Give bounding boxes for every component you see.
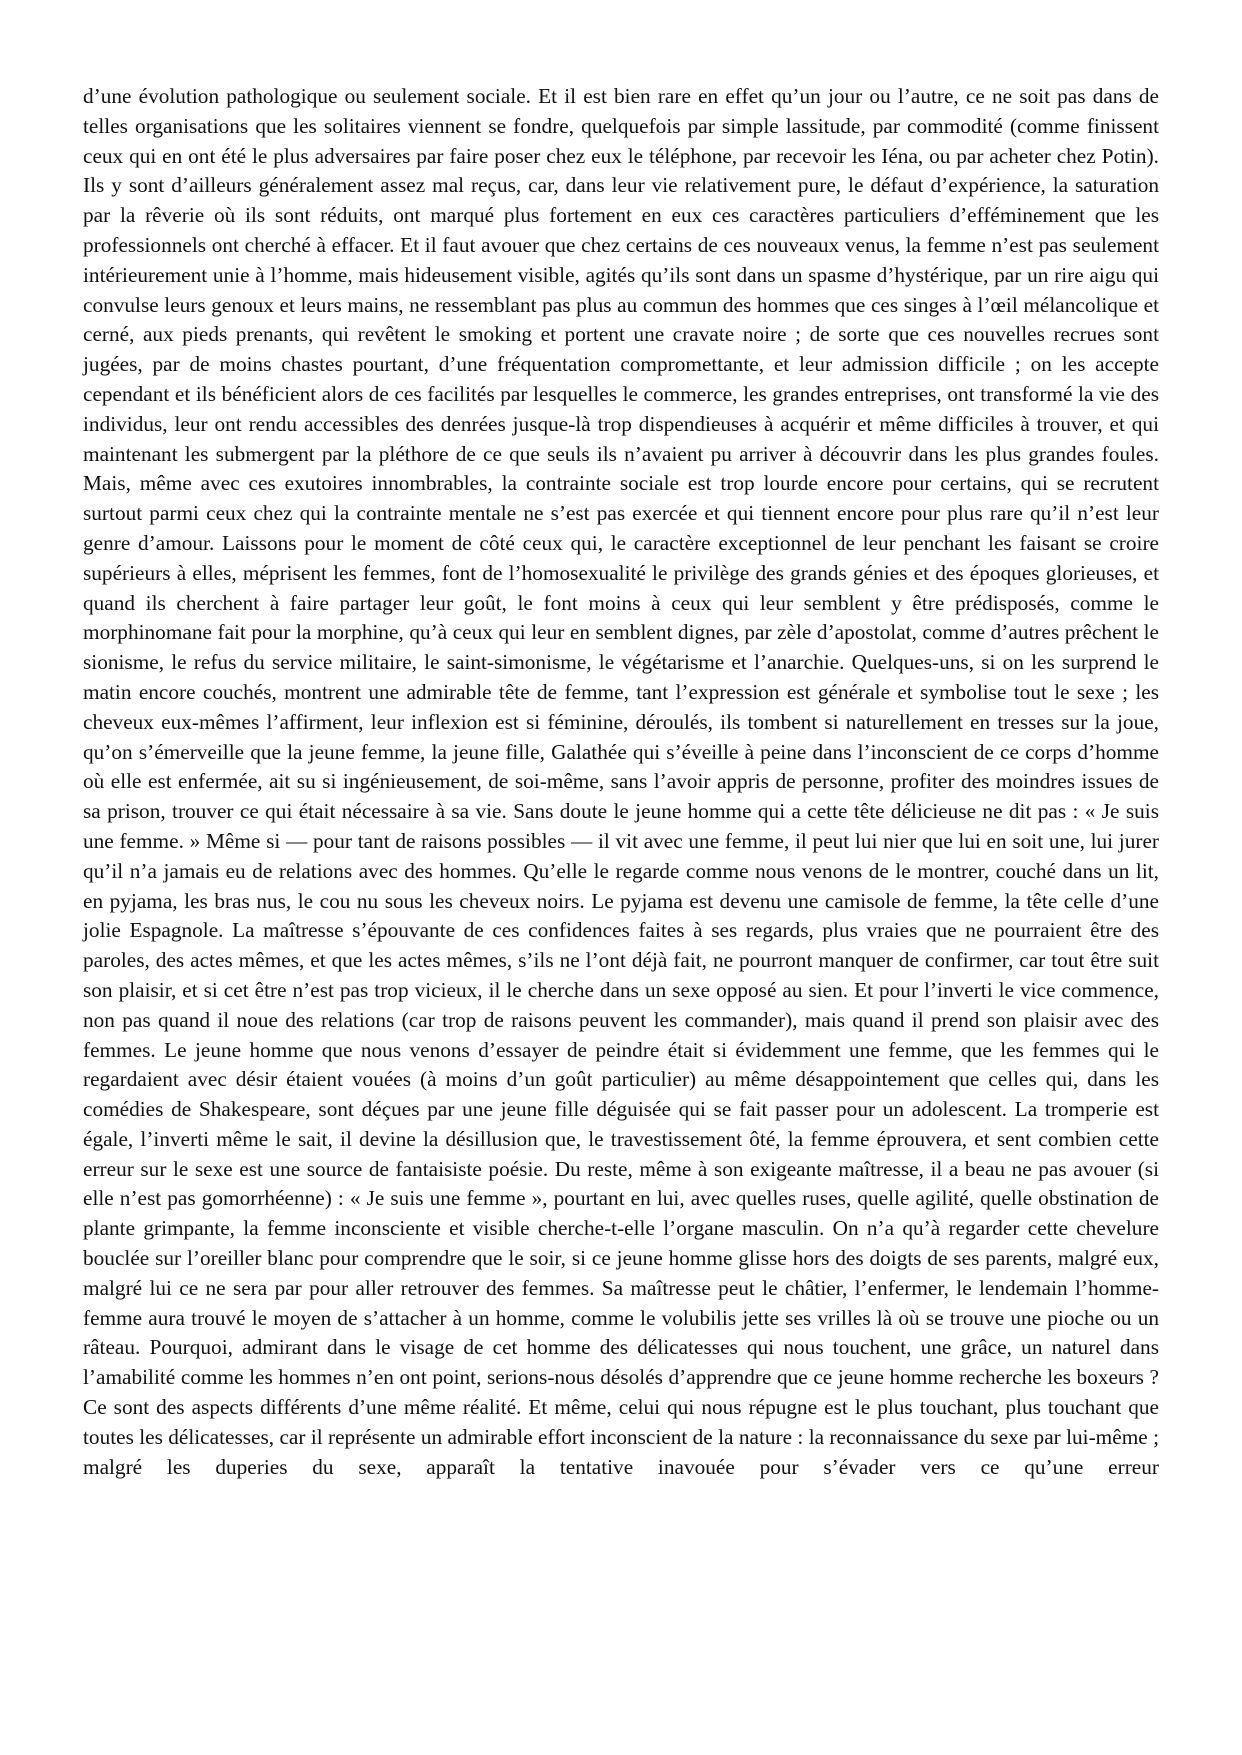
body-paragraph: d’une évolution pathologique ou seulement sociale. Et il est bien rare en effet qu’un jour ou l’autre, ce ne soit pas dans de telles organisations que les solitaires viennent se fondre, quelquefois par simple lassitude, par commodité (comme finissent ceux qui en ont été le plus adversaires par faire poser chez eux le téléphone, par recevoir les Iéna, ou par acheter chez Potin). Ils y sont d’ailleurs généralement assez mal reçus, car, dans leur vie relativement pure, le défaut d’expérience, la saturation par la rêverie où ils sont réduits, ont marqué plus fortement en eux ces caractères particuliers d’efféminement que les professionnels ont cherché à effacer. Et il faut avouer que chez certains de ces nouveaux venus, la femme n’est pas seulement intérieurement unie à l’homme, mais hideusement visible, agités qu’ils sont dans un spasme d’hystérique, par un rire aigu qui convulse leurs genoux et leurs mains, ne ressemblant pas plus au commun des hommes que ces singes à l’œil mélancolique et cerné, aux pieds prenants, qui revêtent le smoking et portent une cravate noire ; de sorte que ces nouvelles recrues sont jugées, par de moins chastes pourtant, d’une fréquentation compromettante, et leur admission difficile ; on les accepte cependant et ils bénéficient alors de ces facilités par lesquelles le commerce, les grandes entreprises, ont transformé la vie des individus, leur ont rendu accessibles des denrées jusque-là trop dispendieuses à acquérir et même difficiles à trouver, et qui maintenant les submergent par la pléthore de ce que seuls ils n’avaient pu arriver à découvrir dans les plus grandes foules. Mais, même avec ces exutoires innombrables, la contrainte sociale est trop lourde encore pour certains, qui se recrutent surtout parmi ceux chez qui la contrainte mentale ne s’est pas exercée et qui tiennent encore pour plus rare qu’il n’est leur genre d’amour. Laissons pour le moment de côté ceux qui, le caractère exceptionnel de leur penchant les faisant se croire supérieurs à elles, méprisent les femmes, font de l’homosexualité le privilège des grands génies et des époques glorieuses, et quand ils cherchent à faire partager leur goût, le font moins à ceux qui leur semblent y être prédisposés, comme le morphinomane fait pour la morphine, qu’à ceux qui leur en semblent dignes, par zèle d’apostolat, comme d’autres prêchent le sionisme, le refus du service militaire, le saint-simonisme, le végétarisme et l’anarchie. Quelques-uns, si on les surprend le matin encore couchés, montrent une admirable tête de femme, tant l’expression est générale et symbolise tout le sexe ; les cheveux eux-mêmes l’affirment, leur inflexion est si féminine, déroulés, ils tombent si naturellement en tresses sur la joue, qu’on s’émerveille que la jeune femme, la jeune fille, Galathée qui s’éveille à peine dans l’inconscient de ce corps d’homme où elle est enfermée, ait su si ingénieusement, de soi-même, sans l’avoir appris de personne, profiter des moindres issues de sa prison, trouver ce qui était nécessaire à sa vie. Sans doute le jeune homme qui a cette tête délicieuse ne dit pas : « Je suis une femme. » Même si — pour tant de raisons possibles — il vit avec une femme, il peut lui nier que lui en soit une, lui jurer qu’il n’a jamais eu de relations avec des hommes. Qu’elle le regarde comme nous venons de le montrer, couché dans un lit, en pyjama, les bras nus, le cou nu sous les cheveux noirs. Le pyjama est devenu une camisole de femme, la tête celle d’une jolie Espagnole. La maîtresse s’épouvante de ces confidences faites à ses regards, plus vraies que ne pourraient être des paroles, des actes mêmes, et que les actes mêmes, s’ils ne l’ont déjà fait, ne pourront manquer de confirmer, car tout être suit son plaisir, et si cet être n’est pas trop vicieux, il le cherche dans un sexe opposé au sien. Et pour l’inverti le vice commence, non pas quand il noue des relations (car trop de raisons peuvent les commander), mais quand il prend son plaisir avec des femmes. Le jeune homme que nous venons d’essayer de peindre était si évidemment une femme, que les femmes qui le regardaient avec désir étaient vouées (à moins d’un goût particulier) au même désappointement que celles qui, dans les comédies de Shakespeare, sont déçues par une jeune fille déguisée qui se fait passer pour un adolescent. La tromperie est égale, l’inverti même le sait, il devine la désillusion que, le travestissement ôté, la femme éprouvera, et sent combien cette erreur sur le sexe est une source de fantaisiste poésie. Du reste, même à son exigeante maîtresse, il a beau ne pas avouer (si elle n’est pas gomorrhéenne) : « Je suis une femme », pourtant en lui, avec quelles ruses, quelle agilité, quelle obstination de plante grimpante, la femme inconsciente et visible cherche-t-elle l’organe masculin. On n’a qu’à regarder cette chevelure bouclée sur l’oreiller blanc pour comprendre que le soir, si ce jeune homme glisse hors des doigts de ses parents, malgré eux, malgré lui ce ne sera par pour aller retrouver des femmes. Sa maîtresse peut le châtier, l’enfermer, le lendemain l’homme-femme aura trouvé le moyen de s’attacher à un homme, comme le volubilis jette ses vrilles là où se trouve une pioche ou un râteau. Pourquoi, admirant dans le visage de cet homme des délicatesses qui nous touchent, une grâce, un naturel dans l’amabilité comme les hommes n’en ont point, serions-nous désolés d’apprendre que ce jeune homme recherche les boxeurs ? Ce sont des aspects différents d’une même réalité. Et même, celui qui nous répugne est le plus touchant, plus touchant que toutes les délicatesses, car il représente un admirable effort inconscient de la nature : la reconnaissance du sexe par lui-même ; malgré les duperies du sexe, apparaît la tentative inavouée pour s’évader vers ce qu’une erreur bbox=[83, 84, 1159, 1479]
